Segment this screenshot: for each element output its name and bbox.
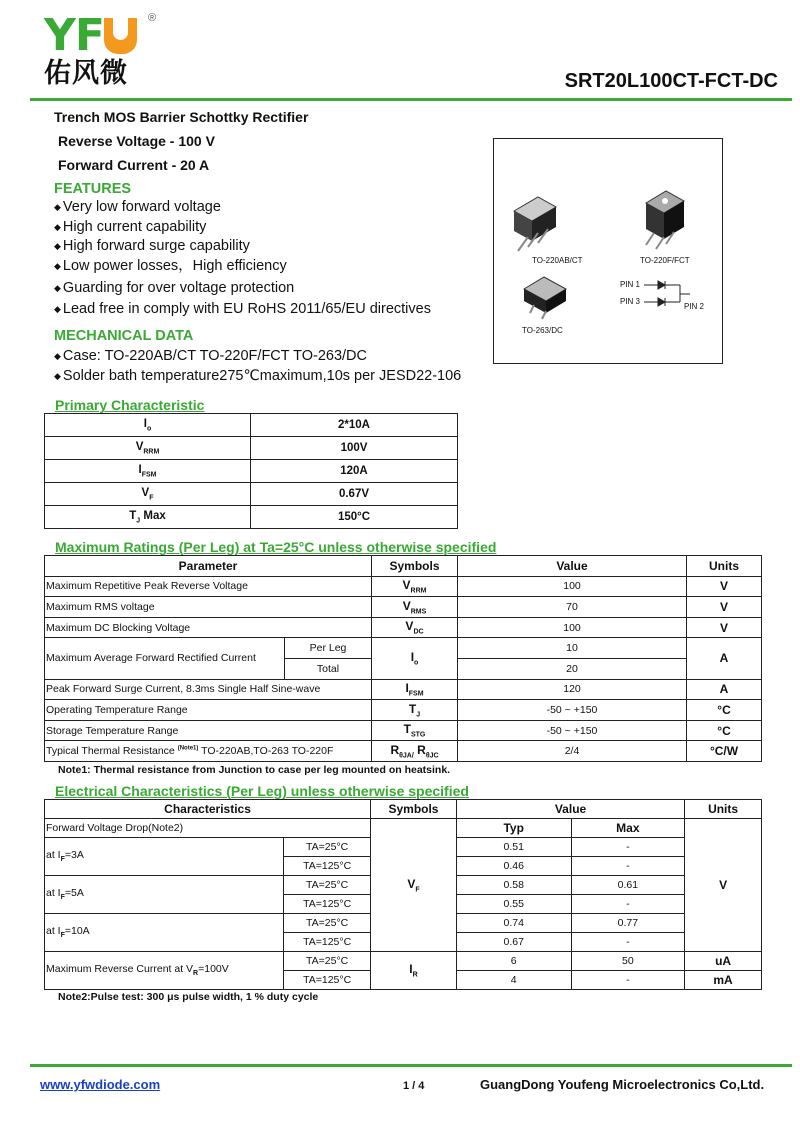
max-cell: - (571, 857, 685, 876)
unit-cell: uA (685, 952, 762, 971)
symbol-cell: $I_o$ (45, 414, 251, 437)
temp-cell: TA=125°C (284, 933, 371, 952)
param-cell: Peak Forward Surge Current, 8.3ms Single Half Sine-wave (45, 679, 372, 700)
max-cell: - (571, 933, 685, 952)
pin1-label: PIN 1 (620, 280, 641, 289)
pin2-label: PIN 2 (684, 302, 705, 311)
table-row (45, 414, 458, 437)
symbol-cell: $V_{RRM}$ (45, 437, 251, 460)
package-label-to220f: TO-220F/FCT (640, 256, 690, 265)
param-cell: Storage Temperature Range (45, 720, 372, 741)
typ-cell: 0.55 (456, 895, 571, 914)
table-row (45, 460, 458, 483)
to263-package-image (524, 277, 566, 319)
header-parameter: Parameter (45, 556, 372, 577)
to220ab-package-image (514, 197, 556, 251)
max-cell: 0.77 (571, 914, 685, 933)
package-label-to220ab: TO-220AB/CT (532, 256, 583, 265)
header-symbols: Symbols (372, 556, 458, 577)
typ-cell: 0.51 (456, 838, 571, 857)
unit-cell: mA (685, 971, 762, 990)
primary-characteristic-title: Primary Characteristic (55, 397, 205, 413)
max-cell: - (571, 971, 685, 990)
value-cell: 10 (458, 638, 687, 659)
feature-item: ◆ High current capability (54, 218, 431, 238)
max-ratings-table (44, 555, 762, 762)
note2: Note2:Pulse test: 300 μs pulse width, 1 % duty cycle (58, 991, 319, 1003)
table-row (45, 741, 762, 762)
value-cell: 120A (251, 460, 458, 483)
max-cell: - (571, 895, 685, 914)
value-cell: 100 (458, 617, 687, 638)
table-row (45, 700, 762, 721)
electrical-title: Electrical Characteristics (Per Leg) unless otherwise specified (55, 783, 469, 799)
feature-item: ◆ Very low forward voltage (54, 198, 431, 218)
mechanical-list (54, 347, 461, 386)
logo-letters: YF (44, 14, 156, 58)
electrical-table (44, 799, 762, 990)
temp-cell: TA=25°C (284, 952, 371, 971)
header-symbols: Symbols (371, 800, 457, 819)
value-cell: -50 ~ +150 (458, 700, 687, 721)
package-label-to263: TO-263/DC (522, 326, 563, 335)
subcond-cell: Total (285, 658, 372, 679)
value-cell: 70 (458, 597, 687, 618)
mechanical-item: ◆ Case: TO-220AB/CT TO-220F/FCT TO-263/DC (54, 347, 461, 367)
table-row (45, 679, 762, 700)
symbol-cell: $V_{DC}$ (372, 617, 458, 638)
param-cell: Maximum RMS voltage (45, 597, 372, 618)
max-cell: 0.61 (571, 876, 685, 895)
table-row (45, 819, 762, 838)
param-cell: Maximum Repetitive Peak Reverse Voltage (45, 576, 372, 597)
device-type: Trench MOS Barrier Schottky Rectifier (54, 109, 309, 125)
value-cell: 120 (458, 679, 687, 700)
symbol-cell: $V_{RRM}$ (372, 576, 458, 597)
vf-unit-cell: V (685, 819, 762, 952)
feature-item: ◆ Guarding for over voltage protection (54, 279, 431, 299)
table-row (45, 720, 762, 741)
features-title: FEATURES (54, 181, 132, 197)
logo-chinese-name: 佑风微 (44, 58, 128, 89)
typ-cell: 6 (456, 952, 571, 971)
param-cell: Typical Thermal Resistance $^{(Note1)}$ TO-220AB,TO-263 TO-220F (45, 741, 372, 762)
company-logo (44, 10, 157, 94)
to220f-package-image (646, 191, 684, 249)
table-header-row (45, 556, 762, 577)
page-number: 1 / 4 (403, 1080, 425, 1092)
unit-cell: °C/W (687, 741, 762, 762)
unit-cell: A (687, 638, 762, 679)
value-cell: 100V (251, 437, 458, 460)
header-characteristics: Characteristics (45, 800, 371, 819)
note1: Note1: Thermal resistance from Junction to case per leg mounted on heatsink. (58, 764, 451, 776)
primary-characteristic-table (44, 413, 458, 529)
symbol-cell: $V_{RMS}$ (372, 597, 458, 618)
typ-cell: 0.46 (456, 857, 571, 876)
company-name: GuangDong Youfeng Microelectronics Co,Ltd. (480, 1077, 765, 1092)
features-list (54, 198, 431, 319)
value-cell: 0.67V (251, 483, 458, 506)
subcond-cell: Per Leg (285, 638, 372, 659)
unit-cell: V (687, 597, 762, 618)
param-cell: Operating Temperature Range (45, 700, 372, 721)
registered-mark: ® (148, 12, 157, 24)
value-cell: 20 (458, 658, 687, 679)
vf-label-cell: Forward Voltage Drop(Note2) (45, 819, 371, 838)
typ-cell: 0.74 (456, 914, 571, 933)
symbol-cell: $R_{\theta JA/}$ $R_{\theta JC}$ (372, 741, 458, 762)
max-cell: 50 (571, 952, 685, 971)
vf-symbol-cell: $V_F$ (371, 819, 457, 952)
temp-cell: TA=25°C (284, 914, 371, 933)
symbol-cell: $T_J$ (372, 700, 458, 721)
unit-cell: V (687, 617, 762, 638)
condition-label-cell: at $I_F=5A$ (45, 876, 284, 914)
feature-item: ◆ Lead free in comply with EU RoHS 2011/65/EU directives (54, 300, 431, 320)
table-row (45, 952, 762, 971)
max-cell: - (571, 838, 685, 857)
forward-current-spec: Forward Current - 20 A (58, 157, 210, 173)
value-cell: 100 (458, 576, 687, 597)
package-outline-box (493, 138, 723, 364)
mechanical-title: MECHANICAL DATA (54, 328, 194, 344)
symbol-cell: $T_{STG}$ (372, 720, 458, 741)
max-ratings-title: Maximum Ratings (Per Leg) at Ta=25°C unless otherwise specified (55, 539, 497, 555)
temp-cell: TA=125°C (284, 971, 371, 990)
condition-label-cell: at $I_F=3A$ (45, 838, 284, 876)
ir-label-cell: Maximum Reverse Current at $V_R=100V$ (45, 952, 284, 990)
symbol-cell: $T_J$ Max (45, 506, 251, 529)
table-row (45, 506, 458, 529)
typ-cell: 0.67 (456, 933, 571, 952)
logo-u-mark (104, 18, 137, 54)
table-row (45, 483, 458, 506)
header-value: Value (456, 800, 684, 819)
mechanical-item: ◆ Solder bath temperature275℃maximum,10s per JESD22-106 (54, 367, 461, 387)
table-header-row (45, 800, 762, 819)
ir-symbol-cell: $I_R$ (371, 952, 457, 990)
symbol-cell: $V_F$ (45, 483, 251, 506)
value-cell: 2*10A (251, 414, 458, 437)
unit-cell: A (687, 679, 762, 700)
value-cell: -50 ~ +150 (458, 720, 687, 741)
intro-block (54, 105, 308, 177)
value-cell: 150°C (251, 506, 458, 529)
header-units: Units (685, 800, 762, 819)
footer-divider (30, 1064, 792, 1067)
unit-cell: °C (687, 700, 762, 721)
temp-cell: TA=125°C (284, 895, 371, 914)
subheader-typ: Typ (456, 819, 571, 838)
unit-cell: V (687, 576, 762, 597)
table-row (45, 617, 762, 638)
unit-cell: °C (687, 720, 762, 741)
subheader-max: Max (571, 819, 685, 838)
condition-label-cell: at $I_F=10A$ (45, 914, 284, 952)
symbol-cell: $I_{FSM}$ (45, 460, 251, 483)
pin3-label: PIN 3 (620, 297, 641, 306)
temp-cell: TA=125°C (284, 857, 371, 876)
symbol-cell: $I_o$ (372, 638, 458, 679)
header-units: Units (687, 556, 762, 577)
table-row (45, 597, 762, 618)
temp-cell: TA=25°C (284, 838, 371, 857)
value-cell: 2/4 (458, 741, 687, 762)
table-row (45, 638, 762, 659)
typ-cell: 4 (456, 971, 571, 990)
param-cell: Maximum Average Forward Rectified Current (45, 638, 285, 679)
feature-item: ◆ High forward surge capability (54, 237, 431, 257)
symbol-cell: $I_{FSM}$ (372, 679, 458, 700)
header-value: Value (458, 556, 687, 577)
reverse-voltage-spec: Reverse Voltage - 100 V (58, 133, 215, 149)
website-link[interactable]: www.yfwdiode.com (40, 1077, 161, 1092)
header-divider (30, 98, 792, 101)
table-row (45, 576, 762, 597)
part-number-title: SRT20L100CT-FCT-DC (564, 70, 778, 92)
param-cell: Maximum DC Blocking Voltage (45, 617, 372, 638)
table-row (45, 437, 458, 460)
typ-cell: 0.58 (456, 876, 571, 895)
temp-cell: TA=25°C (284, 876, 371, 895)
feature-item: ◆ Low power losses，High efficiency (54, 257, 431, 277)
